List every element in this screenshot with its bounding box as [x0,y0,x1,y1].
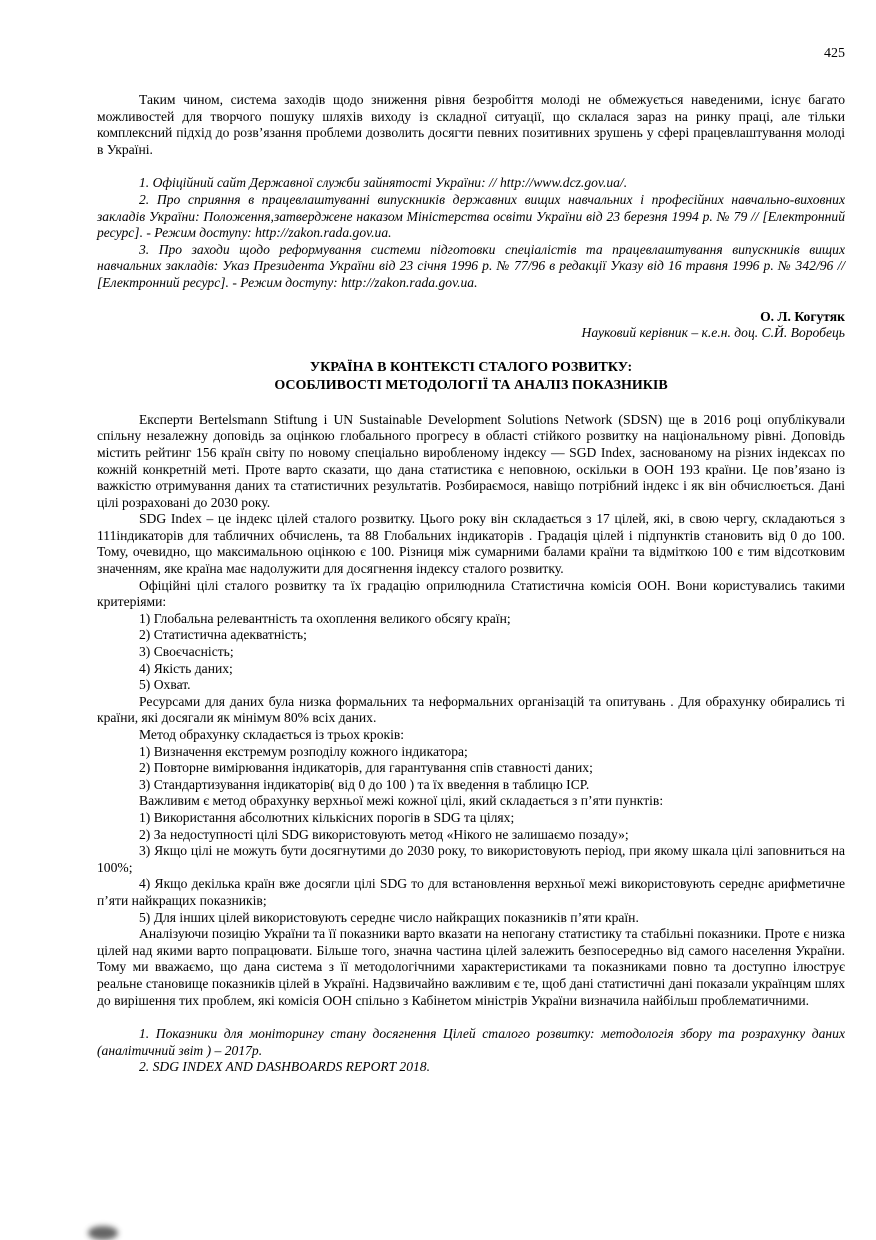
article-title-line1: УКРАЇНА В КОНТЕКСТІ СТАЛОГО РОЗВИТКУ: [309,359,633,375]
body-paragraph: Метод обрахунку складається із трьох кроків: [139,727,405,742]
page-content [97,46,845,1076]
method-step-item: 2) Повторне вимірювання індикаторів, для гарантування спів ставності даних; [139,760,593,776]
author-block [97,309,845,342]
body-paragraph: SDG Index – це індекс цілей сталого розвитку. Цього року він складається з 17 цілей, які, в свою чергу, складаються з 111індикаторів для табличних обчислень, та 88 Глобальних індикаторів . Градація цілей і підпунктів становить від 0 до 100. Тому, очевидно, що максимальною оцінкою є 100. Різниця між сумарними балами країни та відміткою 100 є тим відсотковим значенням, яке країна має надолужити для досягнення індексу сталого розвитку. [97,511,845,577]
body-paragraph: Аналізуючи позицію України та її показники варто вказати на непогану статистику та стабільні показники. Проте є низка цілей над якими варто попрацювати. Більше того, значна частина цілей залежить безпосередньо від самого населення України. Тому ми вважаємо, що дана система з її методологічними характеристиками та показниками повно та доступно ілюструє реальне становище показників цілей в Україні. Надзвичайно важливим є те, щоб дані статистичні дані показали українцям шлях до вирішення тих проблем, які комісія ООН спільно з Кабінетом міністрів України визначила найбільш проблематичними. [97,926,845,1008]
closing-paragraph: Таким чином, система заходів щодо зниження рівня безробіття молоді не обмежується наведеними, існує багато можливостей для творчого пошуку шляхів виходу із складної ситуації, що склалася зараз на ринку праці, але тільки комплексний підхід до розв’язання проблеми дозволить досягти певних позитивних зрушень у сфері працевлаштування молоді в Україні. [97,92,845,157]
criteria-item: 5) Охват. [139,677,191,693]
scan-artifact [88,1226,118,1240]
reference-item: 1. Показники для моніторингу стану досягнення Цілей сталого розвитку: методологія збору та розрахунку даних (аналітичний звіт ) – 2017р. [97,1026,845,1058]
method-step-item: 1) Визначення екстремум розподілу кожного індикатора; [139,743,468,759]
criteria-item: 2) Статистична адекватність; [139,627,307,643]
reference-item: 1. Офіційний сайт Державної служби зайнятості України: // http://www.dcz.gov.ua/. [139,175,628,191]
upper-point-item: 3) Якщо цілі не можуть бути досягнутими до 2030 року, то використовують період, при якому шкала цілі заповниться на 100%; [97,843,845,875]
upper-point-item: 1) Використання абсолютних кількісних порогів в SDG та цілях; [139,809,515,825]
criteria-item: 4) Якість даних; [139,660,233,676]
upper-point-item: 5) Для інших цілей використовують середнє число найкращих показників п’яти країн. [139,909,639,925]
reference-item: 2. Про сприяння в працевлаштуванні випускників державних вищих навчальних і професійних навчально-виховних закладів України: Положення,затверджене наказом Міністерства освіти України від 23 березня 1994 р. № 79 // [Електронний ресурс]. - Режим доступу: http://zakon.rada.gov.ua. [97,191,845,241]
body-paragraph: Офіційні цілі сталого розвитку та їх градацію оприлюднила Статистична комісія ООН. Вони користувались такими критеріями: [97,577,845,610]
reference-item: 3. Про заходи щодо реформування системи підготовки спеціалістів та працевлаштування випускників вищих навчальних закладів: Указ Президента України від 23 січня 1996 р. № 77/96 в редакції Указу від 16 травня 1996 р. № 342/96 // [Електронний ресурс]. - Режим доступу: http://zakon.rada.gov.ua. [97,241,845,290]
body-paragraph: Експерти Bertelsmann Stiftung і UN Sustainable Development Solutions Network (SDSN) ще в 2016 році опублікували спільну незалежну доповідь за оцінкою глобального прогресу в області стійкого розвитку на національному рівні. Доповідь містить рейтинг 156 країн світу по новому спеціально виробленому індексу — SGD Index, заснованому на різних індексах по кожній конкретній меті. Проте варто сказати, що дана статистика є неповною, оскільки в ООН 193 країни. Це пов’язано із важкістю отримування даних та статистичних результатів. Розбираємося, навіщо потрібний індекс і як він обчислюється. Дані цілі розраховані до 2030 року. [97,411,845,510]
article-body [97,412,845,1009]
author-name: О. Л. Когутяк [760,308,845,324]
supervisor-line: Науковий керівник – к.е.н. доц. С.Й. Воробець [581,325,845,341]
article-reference-list [97,1026,845,1076]
method-step-item: 3) Стандартизування індикаторів( від 0 до 100 ) та їх введення в таблицю ICP. [139,776,590,792]
article-title-line2: ОСОБЛИВОСТІ МЕТОДОЛОГІЇ ТА АНАЛІЗ ПОКАЗНИКІВ [274,377,668,393]
previous-reference-list [97,175,845,291]
page-number: 425 [824,46,845,61]
criteria-item: 3) Своєчасність; [139,644,234,660]
article-title [97,359,845,395]
body-paragraph: Важливим є метод обрахунку верхньої межі кожної цілі, який складається з п’яти пунктів: [139,793,664,809]
body-paragraph: Ресурсами для даних була низка формальних та неформальних організацій та опитувань . Для обрахунку обирались ті країни, які досягали як мінімум 80% всіх даних. [97,693,845,726]
reference-item: 2. SDG INDEX AND DASHBOARDS REPORT 2018. [139,1059,430,1075]
criteria-item: 1) Глобальна релевантність та охоплення великого обсягу країн; [139,610,511,626]
upper-point-item: 2) За недоступності цілі SDG використовують метод «Нікого не залишаємо позаду»; [139,826,629,842]
upper-point-item: 4) Якщо декілька країн вже досягли цілі SDG то для встановлення верхньої межі використовують середнє арифметичне п’яти найкращих показників; [97,876,845,908]
